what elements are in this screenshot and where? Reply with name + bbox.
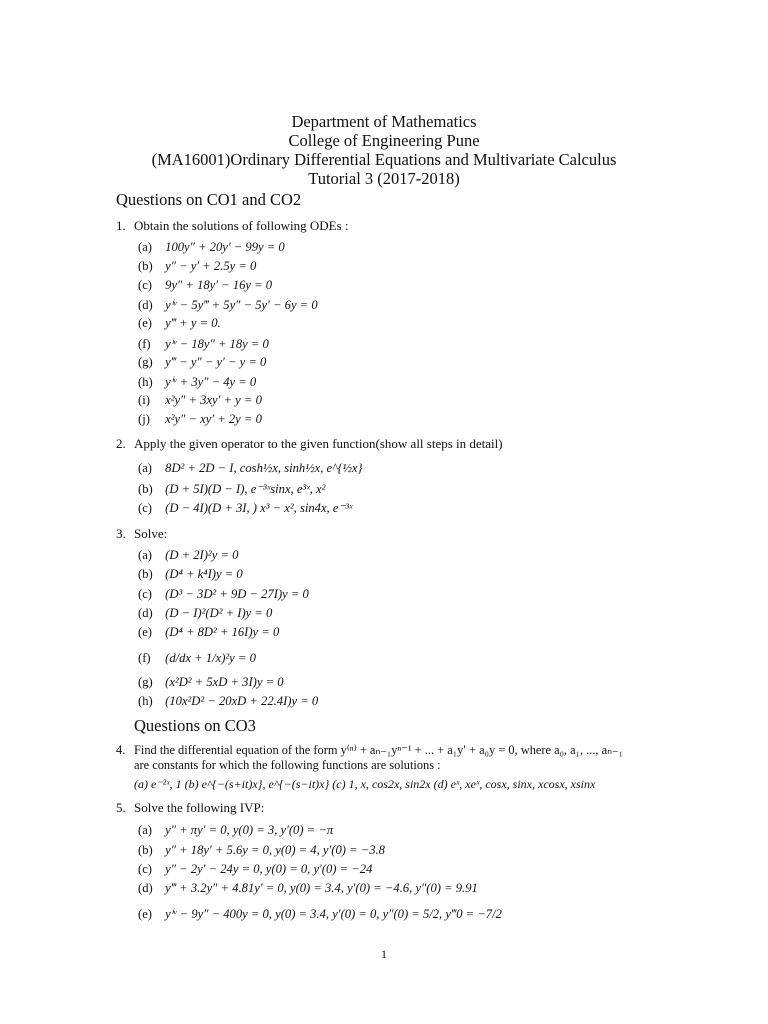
q1-item [138,240,285,255]
question-1 [116,218,349,234]
page-number: 1 [381,947,387,961]
q3-item [138,675,284,690]
item-expression: (D − I)²(D² + I)y = 0 [165,606,273,620]
q1-item [138,316,221,331]
item-expression: 100y″ + 20y′ − 99y = 0 [165,240,285,254]
q5-item [138,881,478,896]
item-expression: (D³ − 3D² + 9D − 27I)y = 0 [165,587,309,601]
question-4-continuation: are constants for which the following functions are solutions : [134,758,441,772]
course-title: (MA16001)Ordinary Differential Equations and Multivariate Calculus [151,150,617,169]
item-expression: y‴ − y″ − y′ − y = 0 [165,355,267,369]
item-label: (b) [138,259,153,273]
q5-item [138,906,502,922]
item-expression: (d/dx + 1/x)²y = 0 [165,651,256,665]
q1-item [138,259,256,274]
question-text: Obtain the solutions of following ODEs : [134,218,349,233]
question-5 [116,800,264,816]
item-label: (a) [138,461,152,475]
q3-item [138,567,243,582]
item-expression: (D⁴ + 8D² + 16I)y = 0 [165,625,280,639]
q3-item [138,606,272,621]
item-label: (f) [138,651,151,665]
item-label: (a) [138,823,152,837]
item-label: (b) [138,482,153,496]
item-expression: yⁱᵛ − 9y″ − 400y = 0, y(0) = 3.4, y′(0) = 0, y″(0) = 5/2, y‴0 = −7/2 [165,907,502,921]
item-label: (c) [138,278,152,292]
q5-item [138,843,385,858]
college-title: College of Engineering Pune [288,131,480,150]
question-number: 4. [116,743,126,757]
question-text: Solve: [134,526,168,541]
item-expression: y″ + 18y′ + 5.6y = 0, y(0) = 4, y′(0) = −3.8 [165,843,385,857]
item-label: (d) [138,606,153,620]
item-expression: (D + 5I)(D − I), e⁻³ˣsinx, e³ˣ, x² [165,482,326,496]
question-4-functions: (a) e⁻²ˣ, 1 (b) e^{−(s+it)x}, e^{−(s−it)x} (c) 1, x, cos2x, sin2x (d) eˣ, xeˣ, cosx, sinx, xcosx, xsinx [134,777,596,791]
item-expression: yⁱᵛ − 18y″ + 18y = 0 [165,337,269,351]
item-label: (h) [138,694,153,708]
q1-item [138,278,272,293]
q5-item [138,862,372,877]
q1-item [138,297,318,313]
q3-item [138,548,238,563]
item-label: (g) [138,675,153,689]
item-expression: yⁱᵛ − 5y‴ + 5y″ − 5y′ − 6y = 0 [165,298,318,312]
q3-item [138,694,318,709]
item-label: (c) [138,587,152,601]
item-label: (h) [138,375,153,389]
item-label: (a) [138,548,152,562]
item-label: (f) [138,337,151,351]
q1-item [138,412,262,427]
section-heading-co1-co2: Questions on CO1 and CO2 [116,190,302,209]
department-title: Department of Mathematics [291,112,477,131]
question-text: Solve the following IVP: [134,800,265,815]
item-expression: x²y″ + 3xy′ + y = 0 [165,393,262,407]
item-expression: (D + 2I)²y = 0 [165,548,239,562]
item-expression: y‴ + y = 0. [165,316,221,330]
item-expression: yⁱᵛ + 3y″ − 4y = 0 [165,375,257,389]
item-label: (a) [138,240,152,254]
item-expression: y″ + πy′ = 0, y(0) = 3, y′(0) = −π [165,823,334,837]
question-text: Find the differential equation of the form y⁽ⁿ⁾ + aₙ₋₁yⁿ⁻¹ + ... + a₁y′ + a₀y = 0, where a₀, a₁, ..., aₙ₋₁ [134,743,623,757]
item-label: (c) [138,501,152,515]
question-number: 2. [116,436,126,451]
item-label: (d) [138,881,153,895]
item-expression: (D − 4I)(D + 3I, ) x³ − x², sin4x, e⁻³ˣ [165,501,353,515]
question-number: 3. [116,526,126,541]
item-expression: y″ − y′ + 2.5y = 0 [165,259,257,273]
question-4 [116,742,623,758]
section-heading-co3: Questions on CO3 [134,716,256,735]
q1-item [138,374,256,390]
item-expression: 9y″ + 18y′ − 16y = 0 [165,278,273,292]
item-expression: y″ − 2y′ − 24y = 0, y(0) = 0, y′(0) = −24 [165,862,373,876]
question-3 [116,526,167,542]
q3-item [138,587,309,602]
item-label: (e) [138,316,152,330]
item-label: (c) [138,862,152,876]
q2-item [138,461,363,476]
item-expression: x²y″ − xy′ + 2y = 0 [165,412,262,426]
item-expression: (D⁴ + k⁴I)y = 0 [165,567,243,581]
question-2 [116,436,503,452]
item-expression: (x²D² + 5xD + 3I)y = 0 [165,675,284,689]
item-expression: y‴ + 3.2y″ + 4.81y′ = 0, y(0) = 3.4, y′(0) = −4.6, y″(0) = 9.91 [165,881,478,895]
question-number: 1. [116,218,126,233]
question-text: Apply the given operator to the given function(show all steps in detail) [134,436,503,451]
item-label: (e) [138,625,152,639]
item-expression: (10x²D² − 20xD + 22.4I)y = 0 [165,694,319,708]
item-label: (d) [138,298,153,312]
item-label: (b) [138,567,153,581]
q1-item [138,393,262,408]
document-header [0,112,768,188]
q1-item [138,355,266,370]
item-label: (b) [138,843,153,857]
q3-item [138,651,256,666]
q1-item [138,336,269,352]
item-label: (j) [138,412,150,426]
q2-item [138,481,325,497]
q3-item [138,625,279,640]
item-label: (g) [138,355,153,369]
q2-item [138,500,352,516]
question-number: 5. [116,800,126,815]
item-label: (i) [138,393,150,407]
tutorial-title: Tutorial 3 (2017-2018) [308,169,460,188]
item-label: (e) [138,907,152,921]
item-expression: 8D² + 2D − I, cosh½x, sinh½x, e^{½x} [165,461,363,475]
q5-item [138,823,333,838]
